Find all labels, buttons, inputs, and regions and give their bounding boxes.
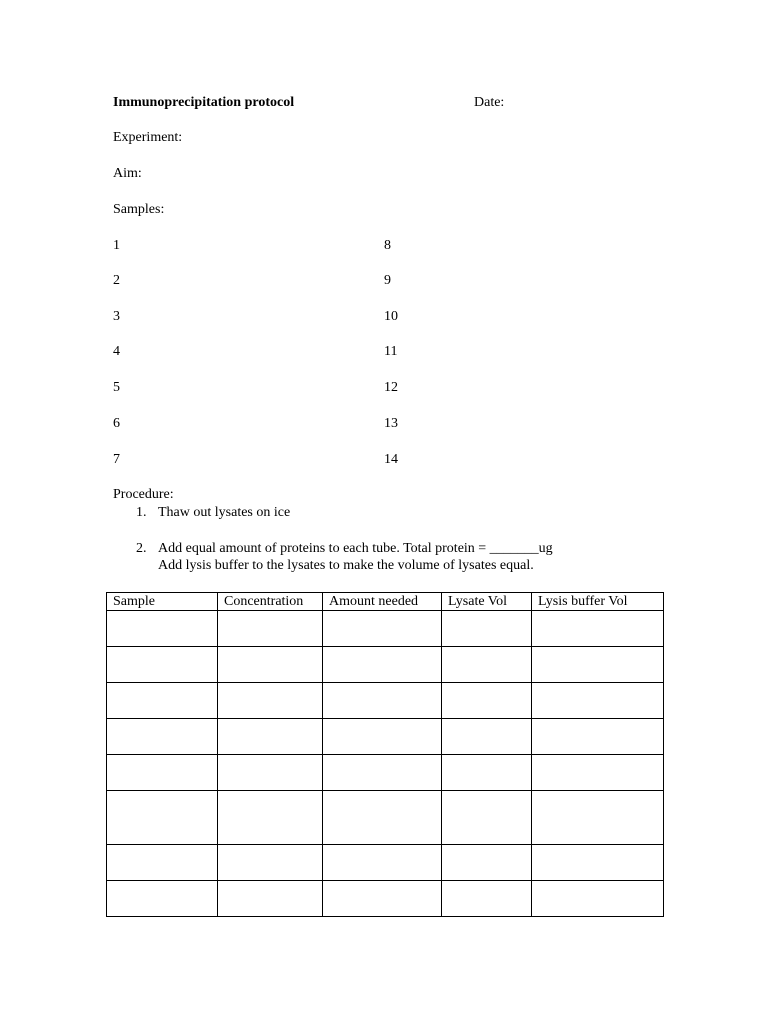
table-cell[interactable] bbox=[442, 755, 532, 791]
table-cell[interactable] bbox=[442, 611, 532, 647]
sample-number: 12 bbox=[384, 380, 398, 395]
table-row bbox=[107, 755, 664, 791]
column-header: Amount needed bbox=[323, 593, 442, 611]
table-row bbox=[107, 611, 664, 647]
table-cell[interactable] bbox=[323, 791, 442, 845]
sample-number: 5 bbox=[113, 380, 120, 395]
date-label: Date: bbox=[474, 95, 505, 110]
table-cell[interactable] bbox=[532, 683, 664, 719]
table-cell[interactable] bbox=[218, 611, 323, 647]
aim-label: Aim: bbox=[113, 166, 142, 181]
sample-number: 1 bbox=[113, 238, 120, 253]
table-cell[interactable] bbox=[107, 683, 218, 719]
sample-number: 3 bbox=[113, 309, 120, 324]
sample-number: 10 bbox=[384, 309, 398, 324]
sample-number: 14 bbox=[384, 452, 398, 467]
table-cell[interactable] bbox=[532, 791, 664, 845]
sample-number: 6 bbox=[113, 416, 120, 431]
procedure-step-number: 1. bbox=[136, 505, 147, 520]
sample-number: 7 bbox=[113, 452, 120, 467]
samples-label: Samples: bbox=[113, 202, 165, 217]
sample-number: 2 bbox=[113, 273, 120, 288]
table-cell[interactable] bbox=[323, 683, 442, 719]
column-header: Lysate Vol bbox=[442, 593, 532, 611]
table-row bbox=[107, 683, 664, 719]
experiment-label: Experiment: bbox=[113, 130, 183, 145]
table-cell[interactable] bbox=[218, 755, 323, 791]
table-cell[interactable] bbox=[107, 881, 218, 917]
table-cell[interactable] bbox=[323, 755, 442, 791]
table-cell[interactable] bbox=[442, 647, 532, 683]
procedure-step-text: Add equal amount of proteins to each tube. Total protein = _______ug bbox=[158, 541, 553, 556]
sample-number: 4 bbox=[113, 344, 120, 359]
table-cell[interactable] bbox=[218, 683, 323, 719]
table-cell[interactable] bbox=[107, 791, 218, 845]
table-cell[interactable] bbox=[218, 647, 323, 683]
table-cell[interactable] bbox=[323, 611, 442, 647]
column-header: Concentration bbox=[218, 593, 323, 611]
table-cell[interactable] bbox=[107, 611, 218, 647]
column-header: Sample bbox=[107, 593, 218, 611]
table-cell[interactable] bbox=[532, 845, 664, 881]
table-cell[interactable] bbox=[107, 647, 218, 683]
table-cell[interactable] bbox=[323, 719, 442, 755]
table-cell[interactable] bbox=[532, 611, 664, 647]
sample-volume-table bbox=[106, 592, 664, 917]
procedure-label: Procedure: bbox=[113, 487, 174, 502]
table-cell[interactable] bbox=[442, 719, 532, 755]
procedure-step-text: Add lysis buffer to the lysates to make the volume of lysates equal. bbox=[158, 558, 534, 573]
table-cell[interactable] bbox=[107, 719, 218, 755]
table-cell[interactable] bbox=[323, 845, 442, 881]
table-cell[interactable] bbox=[323, 647, 442, 683]
sample-number: 9 bbox=[384, 273, 391, 288]
table-cell[interactable] bbox=[218, 719, 323, 755]
table-row bbox=[107, 881, 664, 917]
sample-number: 13 bbox=[384, 416, 398, 431]
table-cell[interactable] bbox=[442, 791, 532, 845]
table-cell[interactable] bbox=[442, 845, 532, 881]
table-row bbox=[107, 719, 664, 755]
table-cell[interactable] bbox=[532, 755, 664, 791]
table-header-row bbox=[107, 593, 664, 611]
table-row bbox=[107, 845, 664, 881]
table-cell[interactable] bbox=[532, 881, 664, 917]
table-cell[interactable] bbox=[532, 719, 664, 755]
table-row bbox=[107, 791, 664, 845]
table-cell[interactable] bbox=[218, 791, 323, 845]
table-cell[interactable] bbox=[442, 683, 532, 719]
column-header: Lysis buffer Vol bbox=[532, 593, 664, 611]
table-cell[interactable] bbox=[323, 881, 442, 917]
table-row bbox=[107, 647, 664, 683]
sample-number: 11 bbox=[384, 344, 398, 359]
sample-number: 8 bbox=[384, 238, 391, 253]
table-cell[interactable] bbox=[218, 881, 323, 917]
page-title: Immunoprecipitation protocol bbox=[113, 95, 295, 110]
procedure-step-text: Thaw out lysates on ice bbox=[158, 505, 291, 520]
table-cell[interactable] bbox=[532, 647, 664, 683]
procedure-step-number: 2. bbox=[136, 541, 147, 556]
table-cell[interactable] bbox=[442, 881, 532, 917]
table-cell[interactable] bbox=[218, 845, 323, 881]
table-cell[interactable] bbox=[107, 845, 218, 881]
table-cell[interactable] bbox=[107, 755, 218, 791]
